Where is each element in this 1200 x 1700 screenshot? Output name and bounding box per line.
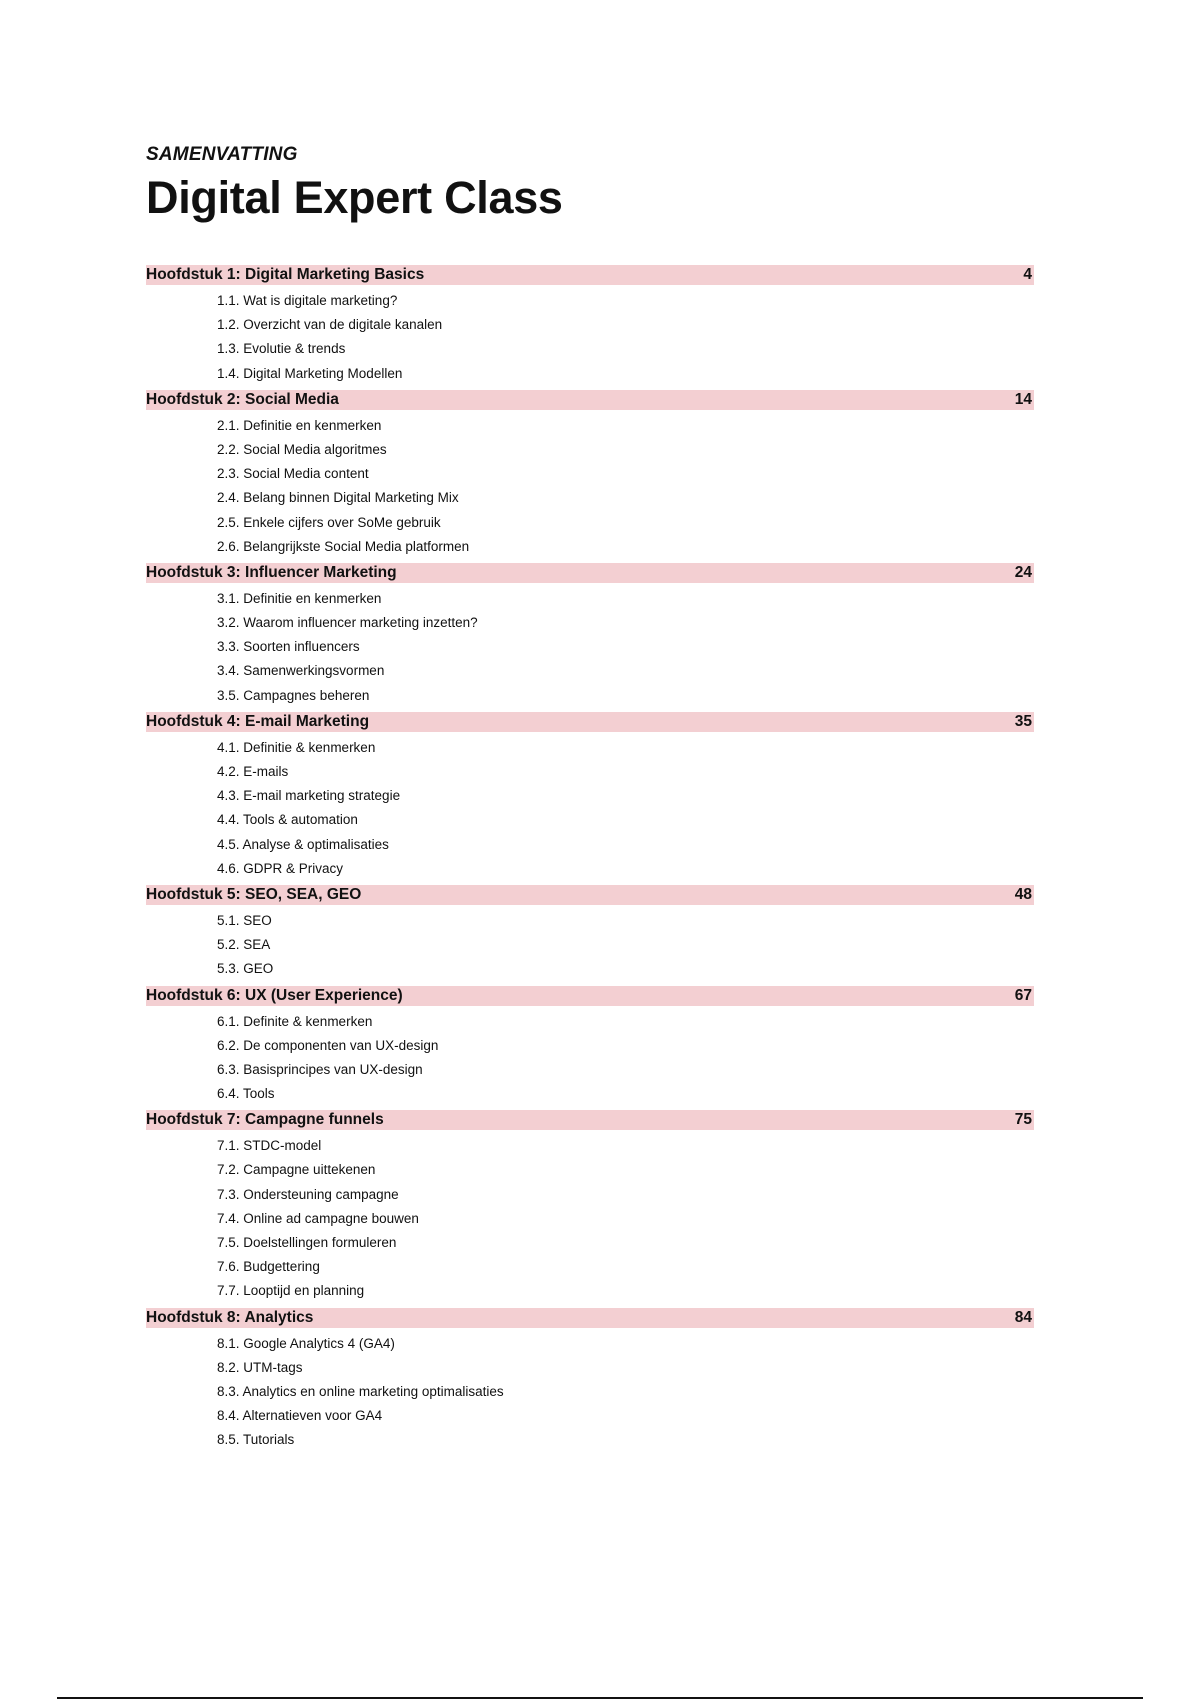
toc-chapter [146, 986, 1034, 1108]
footer-rule [57, 1697, 1143, 1699]
toc-section-item[interactable]: 7.2. Campagne uittekenen [217, 1162, 376, 1178]
toc-section-item[interactable]: 4.1. Definitie & kenmerken [217, 739, 376, 755]
toc-section-list [146, 583, 1034, 709]
toc-section-item[interactable]: 1.3. Evolutie & trends [217, 341, 346, 357]
toc-section-item[interactable]: 5.1. SEO [217, 912, 272, 928]
toc-chapter-page-number: 4 [1023, 266, 1032, 283]
toc-chapter-page-number: 48 [1014, 885, 1032, 903]
toc-chapter [146, 1308, 1034, 1454]
toc-section-item[interactable]: 4.4. Tools & automation [217, 812, 358, 828]
toc-section-item[interactable]: 2.6. Belangrijkste Social Media platformen [217, 538, 470, 554]
toc-chapter-title: Hoofdstuk 5: SEO, SEA, GEO [146, 885, 362, 903]
toc-section-item[interactable]: 1.1. Wat is digitale marketing? [217, 293, 398, 308]
toc-chapter-heading[interactable] [146, 1308, 1034, 1328]
toc-chapter-page-number: 84 [1014, 1308, 1032, 1326]
toc-section-item[interactable]: 7.5. Doelstellingen formuleren [217, 1235, 397, 1250]
toc-section-item[interactable]: 4.6. GDPR & Privacy [217, 860, 344, 876]
toc-section-item[interactable]: 2.1. Definitie en kenmerken [217, 417, 382, 433]
toc-section-item[interactable]: 7.3. Ondersteuning campagne [217, 1186, 399, 1202]
toc-chapter-title: Hoofdstuk 3: Influencer Marketing [146, 563, 397, 581]
toc-chapter [146, 885, 1034, 983]
toc-chapter-heading[interactable] [146, 563, 1034, 583]
toc-section-item[interactable]: 6.2. De componenten van UX-design [217, 1037, 439, 1053]
toc-chapter-title: Hoofdstuk 8: Analytics [146, 1308, 314, 1326]
toc-chapter-title: Hoofdstuk 4: E-mail Marketing [146, 712, 370, 730]
toc-chapter-page-number: 35 [1014, 712, 1032, 730]
toc-section-item[interactable]: 2.3. Social Media content [217, 466, 369, 482]
toc-section-item[interactable]: 7.4. Online ad campagne bouwen [217, 1210, 419, 1226]
toc-section-item[interactable]: 2.2. Social Media algoritmes [217, 441, 387, 457]
toc-chapter-page-number: 24 [1014, 563, 1032, 581]
document-header [146, 143, 1046, 223]
toc-chapter-heading[interactable] [146, 986, 1034, 1006]
toc-section-list [146, 1130, 1034, 1304]
toc-section-item[interactable]: 1.2. Overzicht van de digitale kanalen [217, 317, 443, 333]
toc-section-item[interactable]: 2.5. Enkele cijfers over SoMe gebruik [217, 514, 441, 530]
toc-section-item[interactable]: 7.6. Budgettering [217, 1259, 320, 1275]
toc-section-item[interactable]: 3.2. Waarom influencer marketing inzetten? [217, 615, 478, 631]
toc-section-item[interactable]: 4.3. E-mail marketing strategie [217, 788, 401, 804]
toc-section-list [146, 1006, 1034, 1108]
toc-section-item[interactable]: 3.3. Soorten influencers [217, 639, 360, 655]
toc-section-item[interactable]: 6.3. Basisprincipes van UX-design [217, 1061, 423, 1077]
toc-chapter [146, 265, 1034, 387]
toc-section-item[interactable]: 3.5. Campagnes beheren [217, 687, 370, 703]
toc-chapter-heading[interactable] [146, 712, 1034, 732]
toc-section-item[interactable]: 7.7. Looptijd en planning [217, 1283, 365, 1299]
toc-chapter-title: Hoofdstuk 1: Digital Marketing Basics [146, 266, 425, 283]
toc-section-item[interactable]: 4.2. E-mails [217, 764, 289, 779]
document-kicker: SAMENVATTING [146, 144, 298, 165]
toc-chapter-page-number: 75 [1014, 1111, 1032, 1129]
toc-section-item[interactable]: 8.5. Tutorials [217, 1432, 295, 1448]
toc-chapter-title: Hoofdstuk 6: UX (User Experience) [146, 986, 403, 1004]
table-of-contents [146, 262, 1034, 1454]
toc-chapter-heading[interactable] [146, 390, 1034, 410]
toc-section-item[interactable]: 4.5. Analyse & optimalisaties [217, 836, 389, 852]
toc-section-item[interactable]: 3.4. Samenwerkingsvormen [217, 663, 385, 679]
toc-chapter [146, 1110, 1034, 1304]
toc-section-list [146, 1328, 1034, 1454]
toc-chapter-title: Hoofdstuk 7: Campagne funnels [146, 1111, 384, 1129]
toc-section-item[interactable]: 7.1. STDC-model [217, 1138, 322, 1154]
toc-chapter [146, 563, 1034, 709]
toc-section-item[interactable]: 6.4. Tools [217, 1086, 275, 1102]
toc-section-item[interactable]: 2.4. Belang binnen Digital Marketing Mix [217, 490, 459, 506]
toc-chapter-page-number: 14 [1014, 390, 1032, 408]
toc-section-item[interactable]: 8.1. Google Analytics 4 (GA4) [217, 1335, 395, 1351]
toc-chapter-page-number: 67 [1014, 986, 1032, 1004]
toc-section-list [146, 732, 1034, 882]
toc-section-list [146, 905, 1034, 983]
toc-chapter-heading[interactable] [146, 1110, 1034, 1130]
toc-section-list [146, 410, 1034, 560]
toc-chapter-heading[interactable] [146, 265, 1034, 285]
toc-chapter-heading[interactable] [146, 885, 1034, 905]
toc-section-item[interactable]: 5.2. SEA [217, 937, 271, 953]
toc-section-item[interactable]: 8.2. UTM-tags [217, 1359, 303, 1375]
toc-chapter-title: Hoofdstuk 2: Social Media [146, 390, 339, 408]
toc-section-item[interactable]: 8.4. Alternatieven voor GA4 [217, 1408, 383, 1424]
toc-section-item[interactable]: 8.3. Analytics en online marketing optimalisaties [217, 1383, 504, 1399]
document-title: Digital Expert Class [146, 172, 563, 223]
toc-chapter [146, 390, 1034, 560]
toc-section-item[interactable]: 1.4. Digital Marketing Modellen [217, 365, 403, 381]
toc-section-list [146, 285, 1034, 387]
toc-section-item[interactable]: 5.3. GEO [217, 961, 274, 977]
toc-section-item[interactable]: 6.1. Definite & kenmerken [217, 1013, 373, 1029]
toc-chapter [146, 712, 1034, 882]
toc-section-item[interactable]: 3.1. Definitie en kenmerken [217, 590, 382, 606]
